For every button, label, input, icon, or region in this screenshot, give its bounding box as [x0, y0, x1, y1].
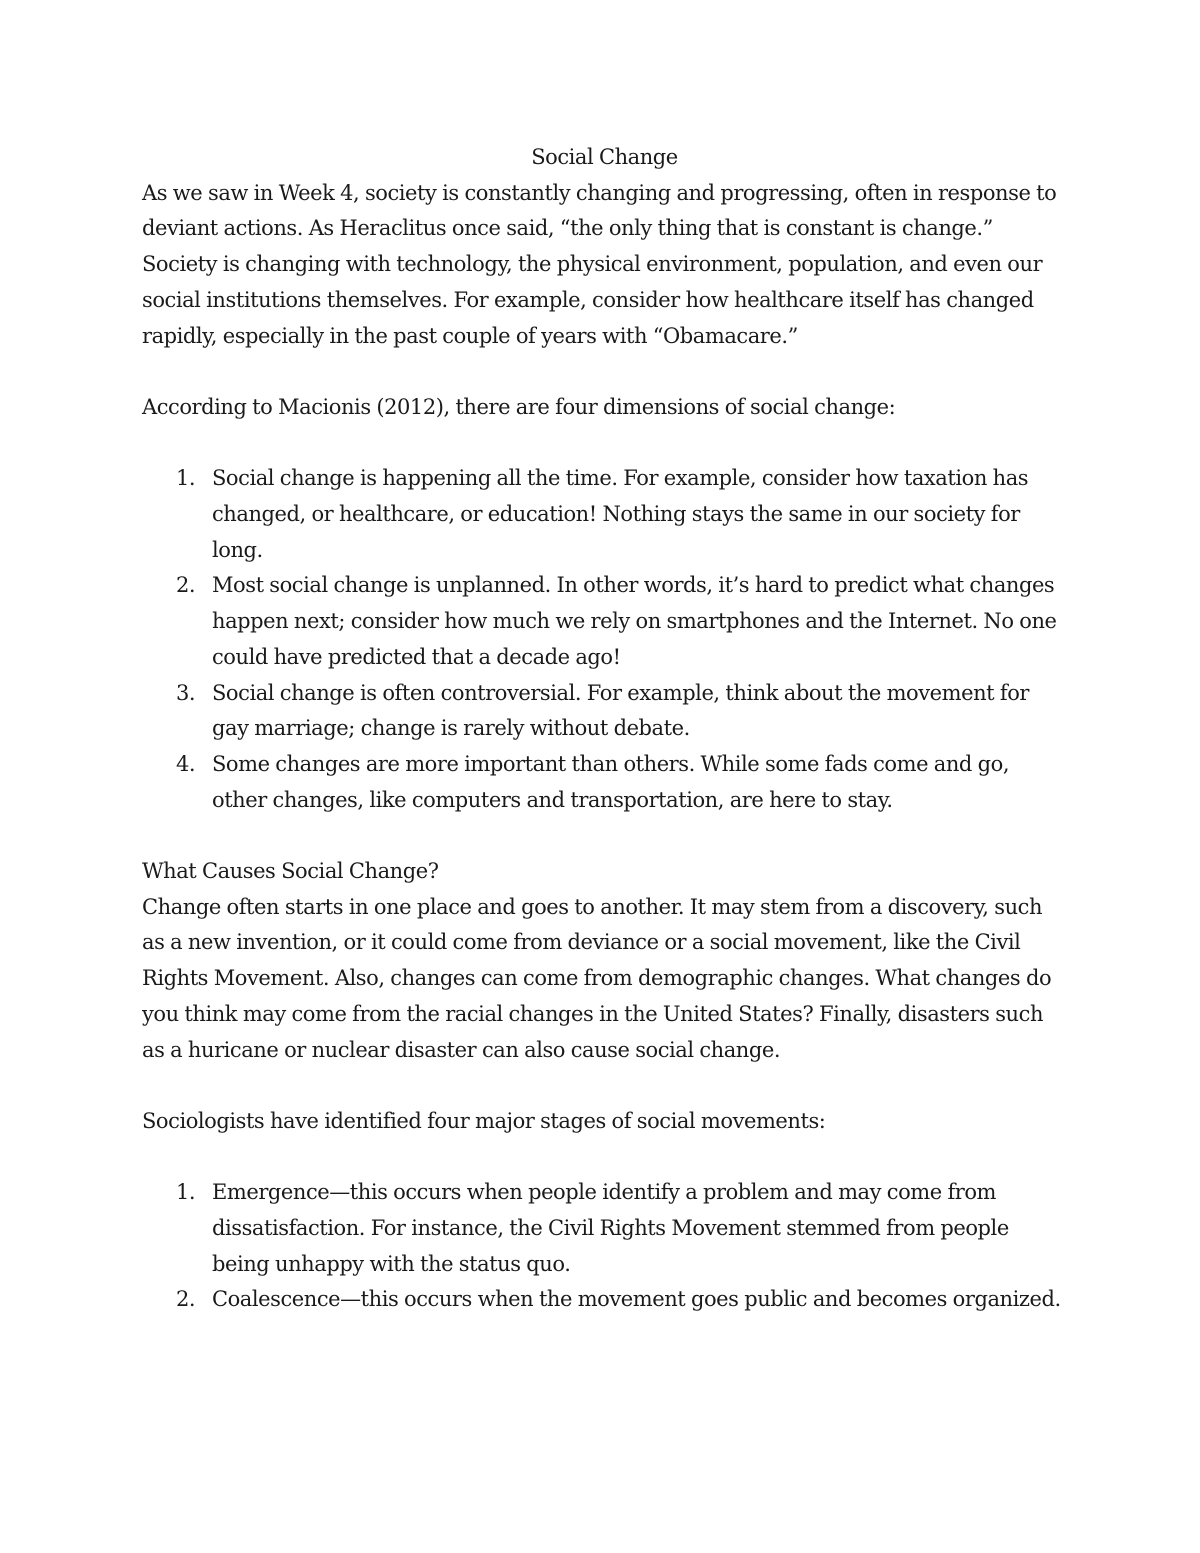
list-item	[142, 461, 1067, 568]
document-page	[142, 140, 1067, 1318]
dimensions-list	[142, 461, 1067, 818]
list-item-text: Social change is happening all the time. For example, consider how taxation has changed, or healthcare, or education! Nothing stays the same in our society for long.	[212, 466, 1029, 562]
list-item-text: Emergence—this occurs when people identify a problem and may come from dissatisfaction. For instance, the Civil Rights Movement stemmed from people being unhappy with the status quo.	[212, 1180, 1009, 1276]
list-item-number: 4.	[176, 751, 196, 776]
dimensions-intro: According to Macionis (2012), there are four dimensions of social change:	[142, 394, 896, 419]
paragraph-spacer	[142, 354, 1067, 390]
list-item-text: Most social change is unplanned. In other words, it’s hard to predict what changes happen next; consider how much we rely on smartphones and the Internet. No one could have predicted that a decade ago!	[212, 573, 1057, 669]
list-item-number: 2.	[176, 1287, 196, 1312]
intro-paragraph: As we saw in Week 4, society is constantly changing and progressing, often in response to deviant actions. As Heraclitus once said, “the only thing that is constant is change.” Society is changing with technology, the physical environment, population, and even our social institutions themselves. For example, consider how healthcare itself has changed rapidly, especially in the past couple of years with “Obamacare.”	[142, 180, 1057, 348]
list-item-number: 3.	[176, 680, 196, 705]
stages-list	[142, 1175, 1067, 1318]
paragraph-spacer	[142, 1140, 1067, 1176]
list-item	[142, 676, 1067, 747]
paragraph-spacer	[142, 426, 1067, 462]
paragraph-spacer	[142, 818, 1067, 854]
list-item-text: Social change is often controversial. For example, think about the movement for gay marriage; change is rarely without debate.	[212, 680, 1029, 741]
list-item-number: 1.	[176, 1180, 196, 1205]
list-item	[142, 568, 1067, 675]
list-item	[142, 1175, 1067, 1282]
list-item-number: 1.	[176, 466, 196, 491]
list-item	[142, 747, 1067, 818]
section-heading: What Causes Social Change?	[142, 859, 439, 884]
list-item	[142, 1282, 1067, 1318]
causes-paragraph: Change often starts in one place and goes to another. It may stem from a discovery, such as a new invention, or it could come from deviance or a social movement, like the Civil Rights Movement. Also, changes can come from demographic changes. What changes do you think may come from the racial changes in the United States? Finally, disasters such as a huricane or nuclear disaster can also cause social change.	[142, 894, 1052, 1062]
list-item-number: 2.	[176, 573, 196, 598]
list-item-text: Some changes are more important than others. While some fads come and go, other changes, like computers and transportation, are here to stay.	[212, 751, 1010, 812]
paragraph-spacer	[142, 1068, 1067, 1104]
stages-intro: Sociologists have identified four major stages of social movements:	[142, 1108, 826, 1133]
list-item-text: Coalescence—this occurs when the movement goes public and becomes organized.	[212, 1287, 1061, 1312]
document-title: Social Change	[531, 145, 678, 169]
